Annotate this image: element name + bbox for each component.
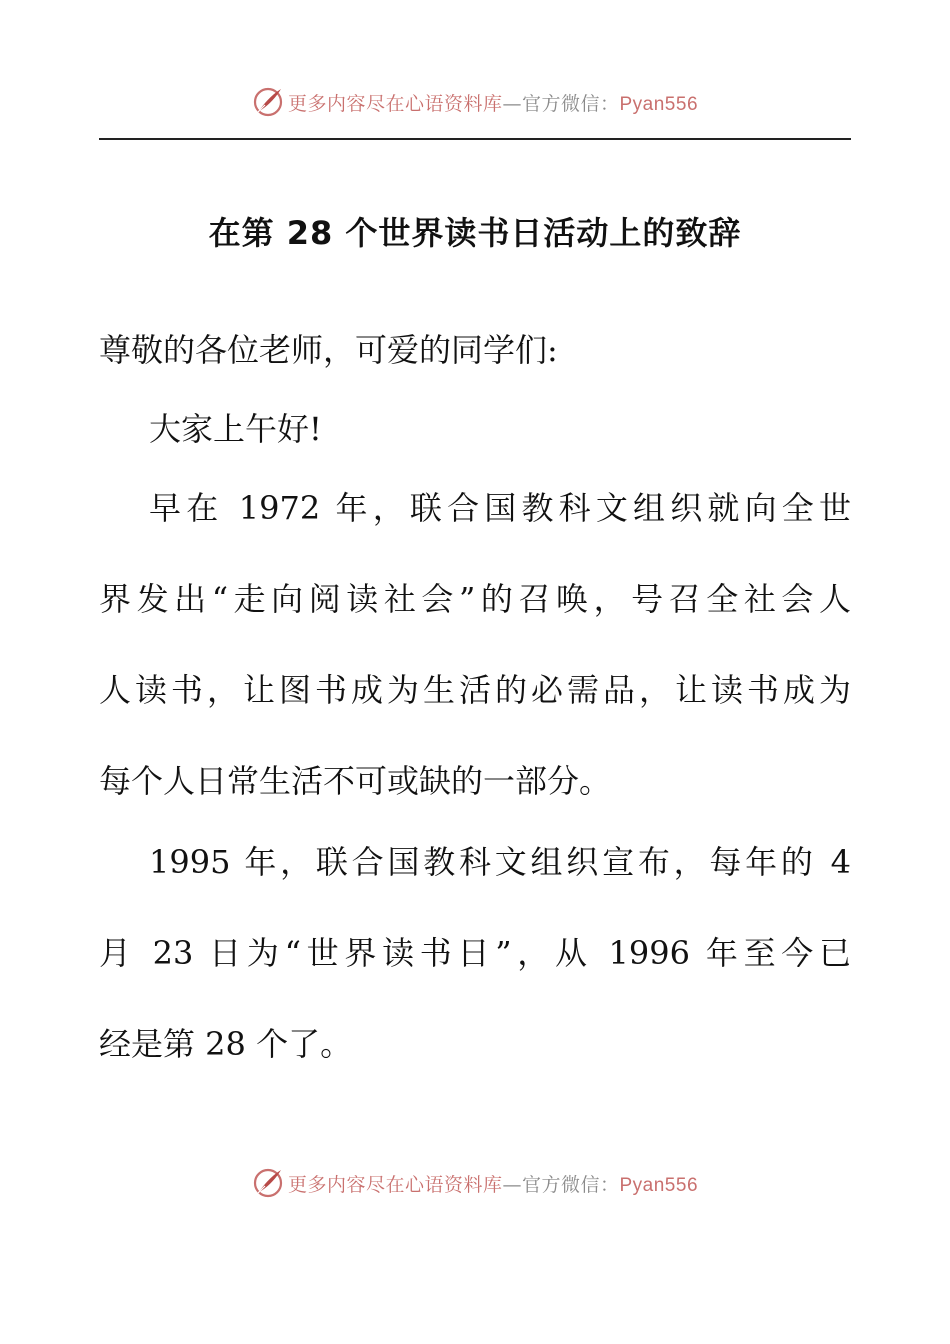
paragraph-1-line-2: 界发出“走向阅读社会”的召唤，号召全社会人: [99, 580, 851, 618]
paragraph-2-line-2: 月 23 日为“世界读书日”，从 1996 年至今已: [99, 934, 851, 972]
header-banner-wechat-id: Pyan556: [619, 93, 699, 115]
quill-logo-icon: [252, 86, 284, 118]
paragraph-1-line-4: 每个人日常生活不可或缺的一部分。: [99, 762, 612, 800]
footer-banner-site: 更多内容尽在心语资料库: [287, 1173, 503, 1196]
greeting-line: 大家上午好!: [149, 410, 322, 448]
document-title: 在第 28 个世界读书日活动上的致辞: [208, 214, 742, 252]
paragraph-2-line-3: 经是第 28 个了。: [99, 1025, 353, 1063]
footer-banner-wechat-id: Pyan556: [619, 1174, 699, 1196]
salutation-line: 尊敬的各位老师，可爱的同学们:: [99, 331, 558, 369]
footer-banner-wechat-label: —官方微信：: [502, 1173, 620, 1196]
header-banner-wechat-label: —官方微信：: [502, 92, 620, 115]
header-divider: [99, 138, 851, 140]
footer-banner: [0, 1163, 950, 1203]
header-banner-text: [288, 89, 698, 116]
header-banner: [0, 82, 950, 122]
paragraph-1-line-1: 早在 1972 年，联合国教科文组织就向全世: [149, 489, 851, 527]
quill-logo-icon: [252, 1167, 284, 1199]
footer-banner-text: [288, 1170, 698, 1197]
paragraph-2-line-1: 1995 年，联合国教科文组织宣布，每年的 4: [149, 843, 851, 881]
paragraph-1-line-3: 人读书，让图书成为生活的必需品，让读书成为: [99, 671, 851, 709]
header-banner-site: 更多内容尽在心语资料库: [287, 92, 503, 115]
